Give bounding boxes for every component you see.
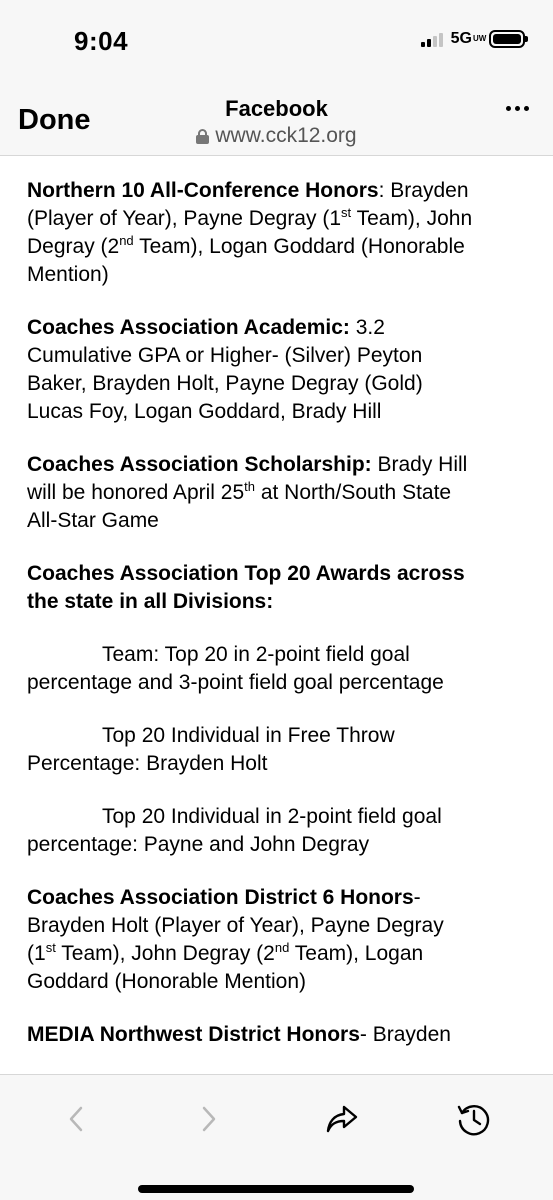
heading-northern-10: Northern 10 All-Conference Honors [27, 179, 379, 202]
text: All-Star Game [27, 509, 159, 532]
chevron-left-icon [68, 1105, 84, 1133]
text: Degray (2 [27, 235, 120, 258]
status-time: 9:04 [74, 26, 129, 56]
paragraph-academic [27, 314, 553, 426]
text: percentage and 3-point field goal percentage [27, 671, 444, 694]
done-button[interactable]: Done [18, 104, 91, 136]
paragraph-top-20-heading [27, 560, 553, 616]
share-icon [325, 1104, 359, 1134]
heading-district-6: Coaches Association District 6 Honors [27, 886, 414, 909]
text: Top 20 Individual in 2-point field goal [102, 805, 442, 828]
history-button[interactable] [452, 1097, 496, 1141]
text: Team), John [351, 207, 473, 230]
text: Cumulative GPA or Higher- (Silver) Peyton [27, 344, 423, 367]
text: - [413, 886, 421, 909]
text: Goddard (Honorable Mention) [27, 970, 306, 993]
browser-toolbar [0, 1074, 553, 1200]
history-icon [456, 1101, 492, 1137]
more-icon [506, 106, 511, 111]
nav-title-block [0, 96, 553, 149]
text: Team), Logan [289, 942, 424, 965]
text: Brady Hill [371, 453, 468, 476]
text: 3.2 [349, 316, 385, 339]
lock-icon [196, 129, 209, 144]
status-bar [0, 0, 553, 80]
heading-scholarship: Coaches Association Scholarship: [27, 453, 372, 476]
paragraph-northern-10 [27, 177, 553, 289]
paragraph-2pt-individual [27, 803, 553, 859]
text: Lucas Foy, Logan Goddard, Brady Hill [27, 400, 382, 423]
text: : Brayden [378, 179, 469, 202]
heading-top-20-cont: the state in all Divisions: [27, 590, 274, 613]
text: Top 20 Individual in Free Throw [102, 724, 395, 747]
text: will be honored April 25 [27, 481, 245, 504]
text: - Brayden [359, 1023, 451, 1046]
network-sup-label: UW [473, 34, 487, 43]
url-display[interactable] [196, 124, 356, 148]
text: Team), John Degray (2 [55, 942, 275, 965]
forward-button[interactable] [187, 1097, 231, 1141]
text: Baker, Brayden Holt, Payne Degray (Gold) [27, 372, 423, 395]
ordinal-sup: st [341, 205, 352, 220]
text: percentage: Payne and John Degray [27, 833, 370, 856]
page-title: Facebook [225, 96, 328, 121]
text: Team: Top 20 in 2-point field goal [102, 643, 410, 666]
network-label: 5G [450, 30, 472, 47]
paragraph-media-northwest [27, 1021, 553, 1049]
text: Brayden Holt (Player of Year), Payne Degray [27, 914, 444, 937]
ordinal-sup: nd [274, 940, 290, 955]
text: Team), Logan Goddard (Honorable [133, 235, 465, 258]
cell-signal-icon [421, 31, 443, 47]
paragraph-free-throw [27, 722, 553, 778]
heading-top-20: Coaches Association Top 20 Awards across [27, 562, 465, 585]
heading-media-northwest: MEDIA Northwest District Honors [27, 1023, 360, 1046]
paragraph-district-6 [27, 884, 553, 996]
text: (1 [27, 942, 46, 965]
more-options-button[interactable] [506, 106, 529, 111]
home-indicator[interactable] [138, 1185, 414, 1193]
paragraph-team-top-20 [27, 641, 553, 697]
text: (Player of Year), Payne Degray (1 [27, 207, 341, 230]
web-content[interactable] [0, 157, 553, 1074]
text: at North/South State [254, 481, 452, 504]
text: Percentage: Brayden Holt [27, 752, 268, 775]
ordinal-sup: nd [119, 233, 134, 248]
browser-nav-bar [0, 80, 553, 156]
text: Mention) [27, 263, 109, 286]
paragraph-scholarship [27, 451, 553, 535]
ordinal-sup: th [244, 479, 255, 494]
chevron-right-icon [201, 1105, 217, 1133]
heading-academic: Coaches Association Academic: [27, 316, 350, 339]
network-indicator [450, 30, 487, 48]
url-text: www.cck12.org [215, 124, 357, 147]
status-icons [421, 30, 525, 48]
share-button[interactable] [320, 1097, 364, 1141]
ordinal-sup: st [45, 940, 56, 955]
back-button[interactable] [54, 1097, 98, 1141]
battery-icon [489, 30, 525, 48]
